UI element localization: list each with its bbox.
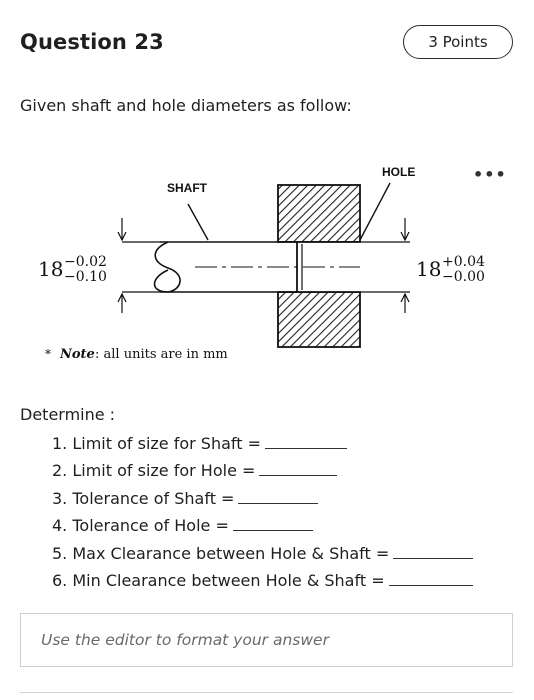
task-item-1 — [52, 432, 473, 459]
shaft-nominal: 18 — [38, 257, 64, 281]
task-text: 5. Max Clearance between Hole & Shaft = — [52, 543, 390, 563]
shaft-lower-deviation: −0.10 — [64, 269, 107, 285]
hole-block-upper — [278, 185, 360, 242]
shaft-hole-diagram — [0, 150, 534, 372]
shaft-leader — [188, 204, 208, 240]
question-prompt: Given shaft and hole diameters as follow: — [20, 96, 352, 115]
more-horizontal-icon[interactable]: ••• — [473, 165, 507, 184]
task-item-4 — [52, 514, 473, 541]
hole-lower-deviation: −0.00 — [442, 269, 485, 285]
points-badge: 3 Points — [403, 25, 513, 59]
hole-leader — [360, 183, 390, 240]
task-text: 2. Limit of size for Hole = — [52, 461, 256, 481]
note-bold: Note — [60, 347, 95, 362]
task-text: 3. Tolerance of Shaft = — [52, 488, 235, 508]
shaft-label: SHAFT — [167, 181, 207, 195]
task-item-2 — [52, 459, 473, 486]
answer-blank — [393, 542, 473, 559]
task-text: 6. Min Clearance between Hole & Shaft = — [52, 570, 385, 590]
divider — [20, 692, 513, 693]
answer-blank — [389, 569, 473, 586]
note-star: * — [45, 347, 51, 361]
task-text: 1. Limit of size for Shaft = — [52, 434, 262, 453]
task-item-5 — [52, 542, 473, 569]
shaft-dimension — [118, 218, 160, 313]
hole-upper-deviation: +0.04 — [442, 254, 485, 270]
task-list — [52, 432, 473, 596]
shaft-upper-deviation: −0.02 — [64, 254, 107, 270]
question-title: Question 23 — [20, 30, 164, 54]
answer-blank — [238, 487, 318, 504]
note-text: : all units are in mm — [95, 347, 228, 362]
hole-dimension — [360, 218, 410, 313]
task-text: 4. Tolerance of Hole = — [52, 516, 229, 536]
editor-placeholder: Use the editor to format your answer — [41, 631, 329, 649]
determine-label: Determine : — [20, 405, 116, 424]
hole-label: HOLE — [382, 165, 416, 179]
task-item-3 — [52, 487, 473, 514]
hole-block-lower — [278, 292, 360, 347]
answer-editor[interactable] — [20, 613, 513, 667]
answer-blank — [233, 514, 313, 531]
task-item-6 — [52, 569, 473, 596]
answer-blank — [265, 432, 347, 449]
answer-blank — [259, 459, 337, 476]
hole-nominal: 18 — [416, 257, 442, 281]
